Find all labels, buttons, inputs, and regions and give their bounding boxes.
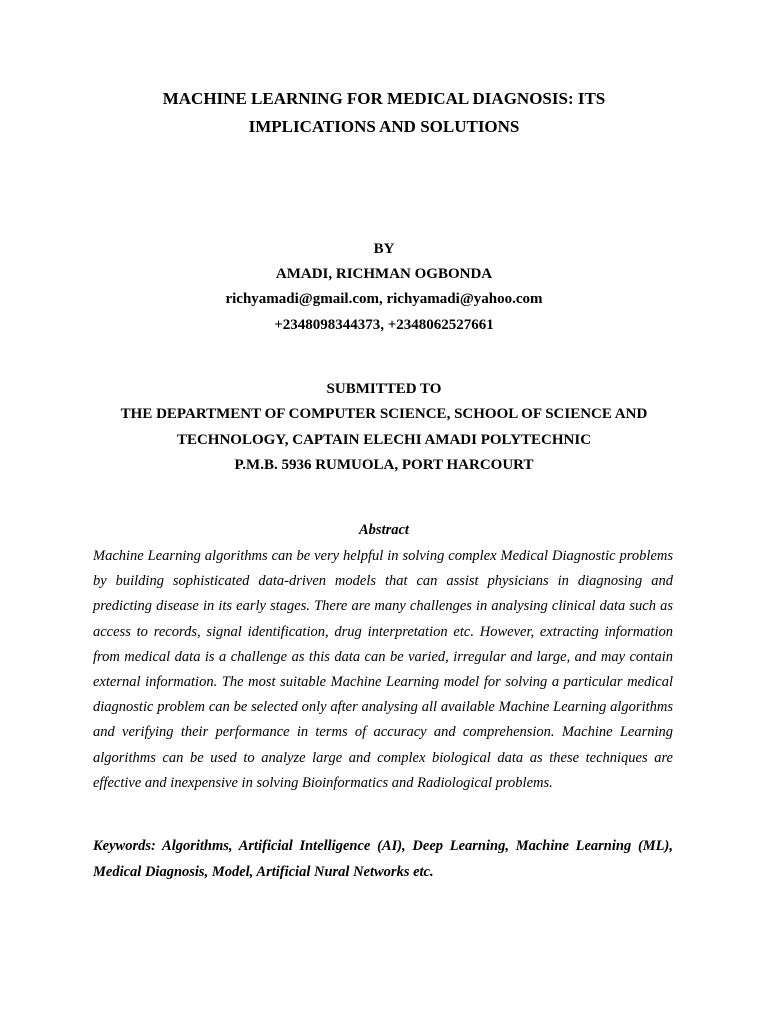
keywords-paragraph: Keywords: Algorithms, Artificial Intelligence (AI), Deep Learning, Machine Learning (ML), Medical Diagnosis, Model, Artificial Nural Networks etc. <box>93 838 673 880</box>
submitted-to-heading: SUBMITTED TO <box>326 381 442 397</box>
author-phones: +2348098344373, +2348062527661 <box>274 317 494 333</box>
paper-title-line-2: IMPLICATIONS AND SOLUTIONS <box>248 117 520 136</box>
author-emails: richyamadi@gmail.com, richyamadi@yahoo.com <box>225 291 543 307</box>
paper-title-line-1: MACHINE LEARNING FOR MEDICAL DIAGNOSIS: ITS <box>162 89 606 108</box>
by-label: BY <box>373 241 395 257</box>
address-line: P.M.B. 5936 RUMUOLA, PORT HARCOURT <box>234 457 534 473</box>
abstract-heading: Abstract <box>359 522 409 538</box>
abstract-body: Machine Learning algorithms can be very helpful in solving complex Medical Diagnostic problems by building sophisticated data-driven models that can assist physicians in diagnosing and predicting disease in its early stages. There are many challenges in analysing clinical data such as access to records, signal identification, drug interpretation etc. However, extracting information from medical data is a challenge as this data can be varied, irregular and large, and may contain external information. The most suitable Machine Learning model for solving a particular medical diagnostic problem can be selected only after analysing all available Machine Learning algorithms and verifying their performance in terms of accuracy and comprehension. Machine Learning algorithms can be used to analyze large and complex biological data as these techniques are effective and inexpensive in solving Bioinformatics and Radiological problems. <box>93 548 673 791</box>
author-name: AMADI, RICHMAN OGBONDA <box>275 266 493 282</box>
department-line-2: TECHNOLOGY, CAPTAIN ELECHI AMADI POLYTECHNIC <box>176 432 592 448</box>
department-line-1: THE DEPARTMENT OF COMPUTER SCIENCE, SCHOOL OF SCIENCE AND <box>120 406 648 422</box>
